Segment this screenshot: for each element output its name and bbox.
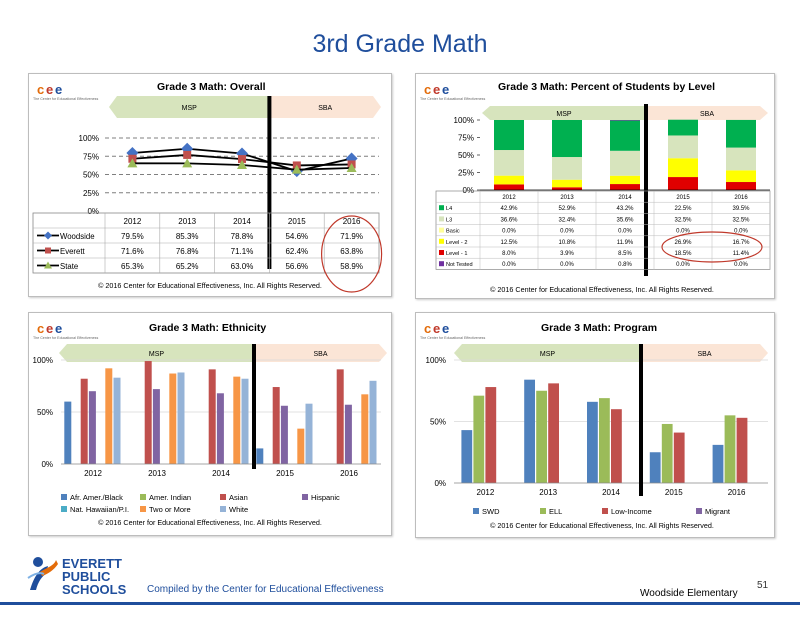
bar-level1-2013 — [552, 187, 582, 190]
data-label: 32.5% — [674, 217, 692, 224]
legend-label-l3: L3 — [446, 217, 453, 224]
cee-logo-e1: e — [46, 321, 54, 336]
bar-low-income-2012 — [485, 387, 496, 483]
cee-logo-e1: e — [433, 82, 441, 97]
legend-label-l4: L4 — [446, 206, 453, 213]
bar-low-income-2014 — [611, 409, 622, 483]
bar-l3-2013 — [552, 157, 582, 180]
x-tick-label: 2013 — [178, 217, 197, 226]
legend-label-basic: Basic — [446, 228, 460, 235]
msp-label: MSP — [148, 351, 165, 358]
x-tick-label: 2016 — [727, 488, 746, 497]
legend-label-low-income: Low-Income — [611, 507, 652, 516]
x-tick-label: 2014 — [618, 195, 632, 201]
level-chart — [416, 74, 774, 298]
data-label: 35.6% — [616, 217, 634, 224]
legend-label-nottested: Not Tested — [446, 262, 473, 269]
data-label: 76.8% — [175, 247, 199, 256]
bar-ell-2014 — [599, 398, 610, 483]
y-tick-label: 50% — [457, 151, 474, 160]
bar-l4-2014 — [610, 121, 640, 151]
chart-title: Grade 3 Math: Ethnicity — [149, 322, 267, 334]
legend-label-asian: Asian — [229, 493, 248, 502]
cee-logo-e2: e — [442, 321, 450, 336]
data-label: 39.5% — [732, 206, 750, 213]
legend-swatch — [439, 205, 444, 210]
x-tick-label: 2013 — [539, 488, 558, 497]
legend-label-afr-amer-black: Afr. Amer./Black — [70, 493, 123, 502]
data-label: 62.4% — [285, 247, 309, 256]
copyright-text: © 2016 Center for Educational Effectiveness, Inc. All Rights Reserved. — [490, 521, 714, 530]
bar-asian-2012 — [81, 379, 88, 464]
copyright-text: © 2016 Center for Educational Effectiveness, Inc. All Rights Reserved. — [98, 281, 322, 290]
page-title: 3rd Grade Math — [312, 30, 488, 58]
bar-white-2012 — [114, 378, 121, 464]
bar-hispanic-2012 — [89, 391, 96, 464]
school-name: Woodside Elementary — [640, 588, 738, 599]
bar-swd-2013 — [524, 380, 535, 483]
legend-swatch — [220, 494, 226, 500]
legend-label-everett: Everett — [60, 247, 85, 256]
legend-label-hispanic: Hispanic — [311, 493, 340, 502]
y-tick-label: 50% — [429, 417, 446, 427]
data-label: 11.9% — [616, 239, 634, 246]
bar-ell-2012 — [473, 396, 484, 483]
bar-asian-2013 — [145, 361, 152, 464]
legend-marker — [45, 248, 51, 254]
bar-white-2014 — [242, 379, 249, 464]
legend-label-white: White — [229, 505, 249, 514]
msp-label: MSP — [539, 351, 556, 358]
y-tick-label: 100% — [425, 356, 446, 365]
bar-nottested-2014 — [610, 120, 640, 121]
bar-two-or-more-2012 — [105, 368, 112, 464]
legend-swatch — [140, 506, 146, 512]
bar-two-or-more-2016 — [361, 394, 368, 464]
cee-logo-c: c — [37, 82, 45, 97]
x-tick-label: 2015 — [287, 217, 306, 226]
cee-logo-e2: e — [55, 321, 63, 336]
legend-swatch — [602, 508, 608, 514]
data-label: 58.9% — [340, 262, 363, 271]
bar-low-income-2013 — [548, 383, 559, 483]
bar-l3-2016 — [726, 148, 756, 171]
bar-white-2016 — [370, 381, 377, 464]
legend-label-woodside: Woodside — [60, 232, 95, 241]
data-label: 71.9% — [340, 232, 363, 241]
y-tick-label: 100% — [32, 356, 53, 365]
data-label: 32.5% — [732, 217, 750, 224]
bar-l4-2012 — [494, 120, 524, 150]
legend-swatch — [439, 250, 444, 255]
y-tick-label: 0% — [87, 207, 99, 216]
x-tick-label: 2012 — [476, 488, 495, 497]
cee-logo-c: c — [424, 321, 432, 336]
y-tick-label: 100% — [78, 134, 99, 143]
data-label: 0.0% — [734, 228, 748, 235]
data-label: 63.0% — [230, 262, 254, 271]
bar-l4-2015 — [668, 120, 698, 136]
overall-chart-panel — [28, 73, 392, 297]
copyright-text: © 2016 Center for Educational Effectiveness, Inc. All Rights Reserved. — [490, 285, 714, 294]
cee-logo-tagline: The Center for Educational Effectiveness — [420, 336, 486, 340]
data-label: 52.9% — [558, 206, 576, 213]
bar-l4-2013 — [552, 120, 582, 157]
data-label: 0.0% — [560, 228, 574, 235]
data-label: 36.6% — [500, 217, 518, 224]
cee-logo-e1: e — [433, 321, 441, 336]
data-label: 18.5% — [674, 251, 692, 257]
everett-public-schools-logo — [26, 550, 146, 598]
bar-swd-2015 — [650, 452, 661, 483]
bar-l3-2012 — [494, 150, 524, 176]
program-chart — [416, 313, 774, 537]
data-label: 0.0% — [676, 228, 690, 235]
bar-l4-2016 — [726, 120, 756, 148]
y-tick-label: 50% — [82, 170, 99, 180]
legend-label-level2: Level - 2 — [446, 239, 468, 246]
data-label: 16.7% — [732, 239, 750, 246]
x-tick-label: 2015 — [664, 488, 683, 497]
overall-chart — [29, 74, 391, 296]
legend-swatch — [696, 508, 702, 514]
y-tick-label: 0% — [434, 479, 446, 488]
legend-label-state: State — [60, 262, 79, 271]
x-tick-label: 2014 — [233, 217, 251, 226]
legend-swatch — [220, 506, 226, 512]
legend-swatch — [439, 216, 444, 221]
legend-label-two-or-more: Two or More — [149, 505, 191, 514]
data-label: 65.2% — [175, 262, 199, 271]
legend-swatch — [302, 494, 308, 500]
y-tick-label: 0% — [41, 460, 53, 469]
copyright-text: © 2016 Center for Educational Effectiveness, Inc. All Rights Reserved. — [98, 518, 322, 527]
bar-white-2015 — [306, 404, 313, 464]
y-tick-label: 100% — [453, 116, 474, 125]
legend-swatch — [473, 508, 479, 514]
legend-swatch — [540, 508, 546, 514]
bar-hispanic-2016 — [345, 405, 352, 464]
data-label: 0.0% — [502, 228, 516, 235]
y-tick-label: 0% — [462, 186, 474, 195]
y-tick-label: 50% — [36, 408, 53, 417]
x-tick-label: 2016 — [340, 469, 358, 478]
x-tick-label: 2016 — [342, 217, 361, 226]
page-number: 51 — [757, 580, 769, 591]
logo-line-2: PUBLIC — [62, 569, 111, 584]
bar-asian-2016 — [337, 369, 344, 464]
bar-l3-2014 — [610, 151, 640, 176]
bar-swd-2014 — [587, 402, 598, 483]
bar-hispanic-2013 — [153, 389, 160, 464]
legend-swatch — [61, 506, 67, 512]
bar-hispanic-2014 — [217, 393, 224, 464]
legend-label-ell: ELL — [549, 507, 563, 516]
cee-logo-e2: e — [55, 82, 63, 97]
x-tick-label: 2014 — [602, 488, 620, 497]
cee-logo-tagline: The Center for Educational Effectiveness — [33, 97, 99, 101]
y-tick-label: 25% — [82, 188, 99, 198]
legend-label-level1: Level - 1 — [446, 251, 468, 257]
legend-swatch — [439, 261, 444, 266]
data-label: 26.9% — [674, 239, 692, 246]
cee-logo-e1: e — [46, 82, 54, 97]
cee-logo-e2: e — [442, 82, 450, 97]
legend-label-nat-hawaiian-p-i-: Nat. Hawaiian/P.I. — [70, 505, 130, 514]
data-label: 0.0% — [676, 262, 690, 269]
bar-afr-amer-black-2012 — [64, 402, 71, 464]
legend-marker — [44, 232, 52, 240]
data-label: 0.0% — [560, 262, 574, 269]
sba-label: SBA — [697, 351, 712, 358]
legend-swatch — [439, 239, 444, 244]
data-label: 0.0% — [618, 228, 632, 235]
data-label: 54.6% — [285, 232, 309, 241]
ethnicity-chart — [29, 313, 391, 535]
bar-level2-2015 — [668, 158, 698, 177]
footer-rule — [0, 602, 800, 605]
bar-level2-2013 — [552, 180, 582, 188]
sba-label: SBA — [313, 351, 328, 358]
data-label: 10.8% — [558, 239, 576, 246]
legend-label-amer-indian: Amer. Indian — [149, 493, 192, 502]
bar-l3-2015 — [668, 135, 698, 158]
data-label: 85.3% — [175, 232, 199, 241]
data-label: 8.0% — [502, 251, 516, 257]
data-label: 42.9% — [500, 206, 518, 213]
x-tick-label: 2013 — [148, 469, 166, 478]
x-tick-label: 2014 — [212, 469, 230, 478]
bar-ell-2013 — [536, 391, 547, 483]
data-label: 3.9% — [560, 251, 574, 257]
bar-two-or-more-2013 — [169, 374, 176, 464]
bar-asian-2015 — [273, 387, 280, 464]
msp-label: MSP — [556, 111, 572, 118]
logo-line-1: EVERETT — [62, 556, 122, 571]
cee-logo-c: c — [424, 82, 432, 97]
chart-title: Grade 3 Math: Program — [541, 322, 658, 334]
data-label: 71.1% — [230, 247, 254, 256]
data-table-border — [436, 191, 770, 269]
bar-level1-2014 — [610, 184, 640, 190]
y-tick-label: 25% — [457, 168, 474, 178]
y-tick-label: 75% — [82, 152, 99, 162]
bar-level1-2015 — [668, 177, 698, 190]
bar-two-or-more-2014 — [233, 377, 240, 464]
point-everett-2013 — [183, 151, 191, 159]
sba-label: SBA — [318, 105, 333, 112]
bar-white-2013 — [178, 372, 185, 464]
data-label: 65.3% — [121, 262, 144, 271]
data-label: 78.8% — [230, 232, 254, 241]
ethnicity-chart-panel — [28, 312, 392, 536]
cee-logo-tagline: The Center for Educational Effectiveness — [33, 336, 99, 340]
x-tick-label: 2012 — [84, 469, 102, 478]
msp-label: MSP — [181, 105, 197, 112]
data-label: 71.6% — [121, 247, 144, 256]
legend-swatch — [140, 494, 146, 500]
legend-label-migrant: Migrant — [705, 507, 731, 516]
legend-swatch — [61, 494, 67, 500]
bar-low-income-2016 — [737, 418, 748, 483]
y-tick-label: 75% — [457, 133, 474, 143]
sba-label: SBA — [699, 111, 715, 118]
x-tick-label: 2012 — [502, 195, 516, 201]
data-label: 22.5% — [674, 206, 692, 213]
data-label: 63.8% — [340, 247, 363, 256]
compiled-by-text: Compiled by the Center for Educational Effectiveness — [147, 584, 384, 595]
logo-line-3: SCHOOLS — [62, 582, 127, 597]
bar-swd-2012 — [461, 430, 472, 483]
bar-two-or-more-2015 — [297, 429, 304, 464]
bar-hispanic-2015 — [281, 406, 288, 464]
data-label: 11.4% — [732, 251, 750, 257]
legend-swatch — [439, 228, 444, 233]
bar-ell-2016 — [725, 415, 736, 483]
chart-title: Grade 3 Math: Overall — [157, 81, 266, 93]
program-chart-panel — [415, 312, 775, 538]
bar-level2-2012 — [494, 176, 524, 185]
data-label: 43.2% — [616, 206, 634, 213]
bar-level2-2014 — [610, 176, 640, 184]
x-tick-label: 2016 — [734, 195, 748, 201]
data-label: 56.6% — [285, 262, 309, 271]
x-tick-label: 2013 — [560, 195, 574, 201]
cee-logo-tagline: The Center for Educational Effectiveness — [420, 97, 486, 101]
bar-low-income-2015 — [674, 433, 685, 483]
bar-afr-amer-black-2015 — [256, 448, 263, 464]
data-label: 0.8% — [618, 262, 632, 269]
x-tick-label: 2015 — [676, 195, 690, 201]
data-label: 12.5% — [500, 239, 518, 246]
bar-asian-2014 — [209, 369, 216, 464]
bar-level1-2016 — [726, 182, 756, 190]
data-label: 0.0% — [734, 262, 748, 269]
level-chart-panel — [415, 73, 775, 299]
x-tick-label: 2012 — [123, 217, 142, 226]
legend-label-swd: SWD — [482, 507, 500, 516]
x-tick-label: 2015 — [276, 469, 294, 478]
data-label: 0.0% — [502, 262, 516, 269]
chart-title: Grade 3 Math: Percent of Students by Level — [498, 81, 716, 93]
data-label: 32.4% — [558, 217, 576, 224]
data-label: 8.5% — [618, 251, 632, 257]
cee-logo-c: c — [37, 321, 45, 336]
bar-level1-2012 — [494, 184, 524, 190]
bar-swd-2016 — [713, 445, 724, 483]
data-label: 79.5% — [121, 232, 144, 241]
bar-ell-2015 — [662, 424, 673, 483]
bar-level2-2016 — [726, 170, 756, 182]
